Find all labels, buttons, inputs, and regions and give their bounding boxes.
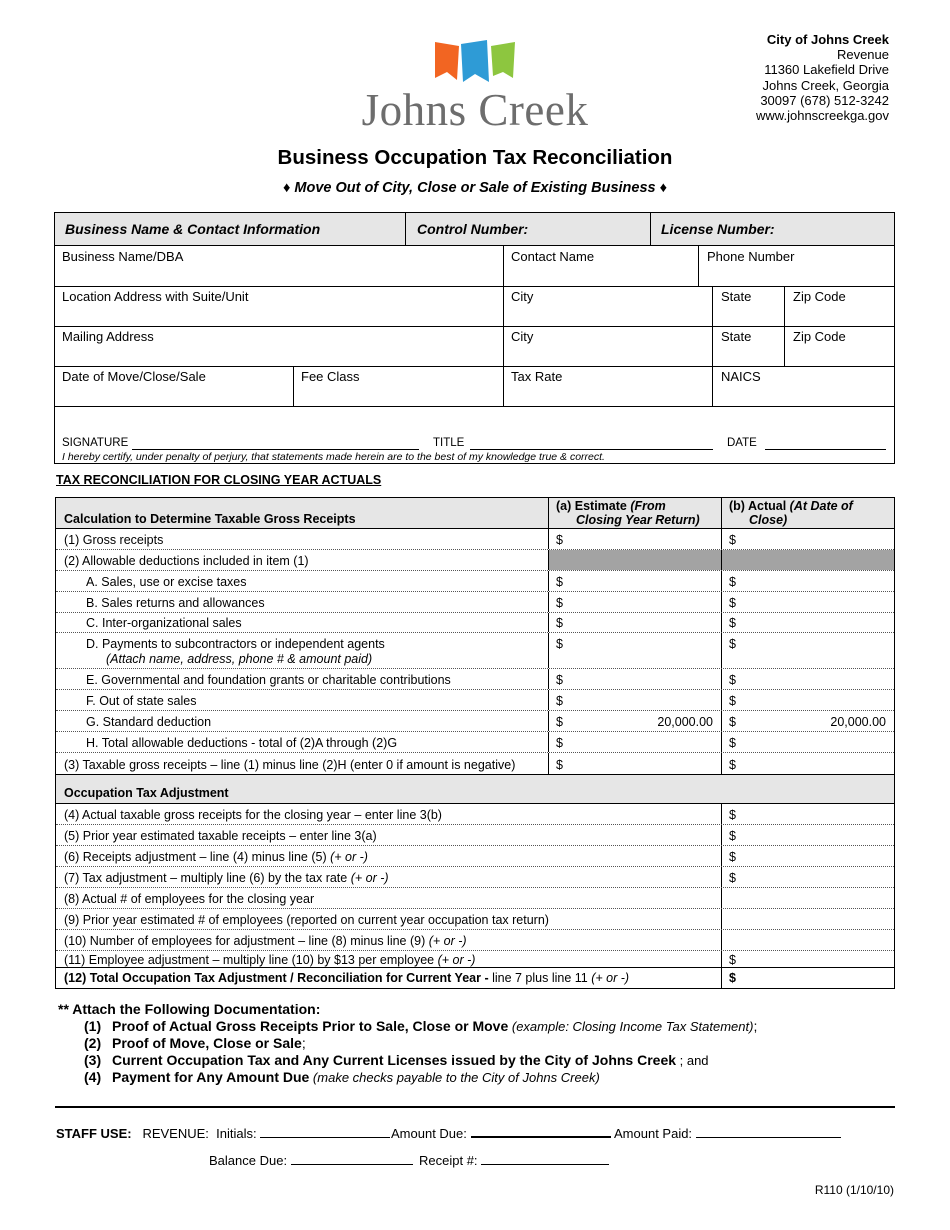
mailing-city-field[interactable]: City (511, 329, 534, 344)
shaded-cell (548, 550, 721, 570)
estimate-input[interactable] (548, 690, 721, 710)
item-note: (make checks payable to the City of Johns Creek) (309, 1070, 600, 1085)
mailing-address-field[interactable]: Mailing Address (62, 329, 154, 344)
amount-due-group (391, 1125, 611, 1141)
row-label-sign: (+ or -) (350, 871, 389, 885)
row-label-text: (10) Number of employees for adjustment – line (8) minus line (9) (64, 934, 429, 948)
receipt-field[interactable] (481, 1152, 609, 1165)
row-label-text: (7) Tax adjustment – multiply line (6) by the tax rate (64, 871, 351, 885)
dollar-sign: $ (556, 758, 563, 772)
fee-class-field[interactable]: Fee Class (301, 369, 360, 384)
table-row (56, 669, 894, 690)
control-number-label: Control Number: (417, 221, 529, 237)
table-row (56, 753, 894, 775)
mailing-zip-field[interactable]: Zip Code (793, 329, 846, 344)
item-number: (2) (84, 1035, 102, 1051)
actual-input[interactable] (721, 867, 894, 887)
actual-input[interactable] (721, 529, 894, 549)
receipt-group (419, 1152, 609, 1168)
dollar-sign: $ (556, 694, 563, 708)
table-row (56, 909, 894, 930)
signature-line[interactable] (132, 449, 419, 450)
table-row (56, 613, 894, 633)
actual-input[interactable] (721, 930, 894, 950)
estimate-input[interactable] (548, 571, 721, 591)
row-label (64, 953, 475, 967)
row-label: (2) Allowable deductions included in item (1) (64, 554, 309, 568)
row-label: A. Sales, use or excise taxes (86, 575, 247, 589)
actual-input[interactable] (721, 633, 894, 668)
contact-header (55, 213, 894, 246)
dollar-sign: $ (556, 533, 563, 547)
dollar-sign: $ (729, 971, 736, 985)
attachment-list (58, 1001, 757, 1086)
dollar-sign: $ (556, 596, 563, 610)
item-tail: ; and (676, 1053, 709, 1068)
table-row (56, 951, 894, 968)
dollar-sign: $ (729, 694, 736, 708)
list-item (58, 1035, 757, 1052)
location-state-field[interactable]: State (721, 289, 752, 304)
col-b-header (721, 498, 894, 528)
dollar-sign: $ (729, 616, 736, 630)
table-row (56, 529, 894, 550)
dollar-sign: $ (729, 829, 736, 843)
col-b-italic-1: (At Date of (789, 499, 853, 513)
divider (55, 1106, 895, 1108)
row-label: (1) Gross receipts (64, 533, 164, 547)
item-bold: Proof of Actual Gross Receipts Prior to Sale, Close or Move (112, 1018, 509, 1034)
dollar-sign: $ (729, 736, 736, 750)
total-label-plain: line 7 plus line 11 (492, 971, 592, 985)
list-item (58, 1069, 757, 1086)
standard-deduction-actual: 20,000.00 (830, 715, 886, 729)
row-label: (3) Taxable gross receipts – line (1) minus line (2)H (enter 0 if amount is negative) (64, 758, 516, 772)
city-logo (355, 38, 595, 135)
receipt-label: Receipt #: (419, 1153, 478, 1168)
amount-paid-field[interactable] (696, 1125, 841, 1138)
city-address (756, 32, 889, 123)
title-label: TITLE (433, 437, 465, 449)
business-name-field[interactable]: Business Name/DBA (62, 249, 184, 264)
dollar-sign: $ (729, 533, 736, 547)
col-b-italic-2: Close) (749, 513, 788, 527)
total-label-sign: (+ or -) (591, 971, 630, 985)
attachment-heading: ** Attach the Following Documentation: (58, 1001, 321, 1017)
col-a-italic-2: Closing Year Return) (576, 513, 700, 527)
form-number: R110 (1/10/10) (814, 1183, 894, 1197)
total-row (56, 968, 894, 988)
item-bold: Current Occupation Tax and Any Current Licenses issued by the City of Johns Creek (112, 1052, 677, 1068)
actual-input[interactable] (721, 909, 894, 929)
table-row (56, 930, 894, 951)
row-label (64, 871, 389, 885)
actual-input[interactable] (721, 825, 894, 845)
street: 11360 Lakefield Drive (764, 62, 889, 78)
amount-paid-group (614, 1125, 841, 1141)
dollar-sign: $ (729, 637, 736, 651)
table-row (56, 888, 894, 909)
row-label: B. Sales returns and allowances (86, 596, 265, 610)
tax-rate-field[interactable]: Tax Rate (511, 369, 563, 384)
location-zip-field[interactable]: Zip Code (793, 289, 846, 304)
item-tail: ; (753, 1018, 758, 1034)
initials-label: Initials: (216, 1126, 257, 1141)
dollar-sign: $ (729, 953, 736, 967)
dollar-sign: $ (729, 673, 736, 687)
table-row (56, 711, 894, 732)
item-number: (3) (84, 1052, 102, 1068)
actual-input[interactable] (721, 669, 894, 689)
dollar-sign: $ (556, 736, 563, 750)
item-note: (example: Closing Income Tax Statement) (508, 1019, 754, 1034)
balance-due-group (209, 1152, 413, 1168)
total-label (64, 971, 629, 985)
item-bold: Payment for Any Amount Due (112, 1069, 310, 1085)
location-city-field[interactable]: City (511, 289, 534, 304)
logo-flags-icon (355, 38, 595, 88)
table-row (56, 804, 894, 825)
table-row (56, 825, 894, 846)
col-desc-header: Calculation to Determine Taxable Gross Receipts (64, 512, 356, 526)
recon-table (55, 497, 895, 989)
row-label (86, 637, 385, 667)
actual-input[interactable] (721, 753, 894, 774)
website-link[interactable]: www.johnscreekga.gov (756, 108, 889, 124)
row-label: (4) Actual taxable gross receipts for the closing year – enter line 3(b) (64, 808, 442, 822)
dollar-sign: $ (556, 637, 563, 651)
naics-field[interactable]: NAICS (721, 369, 761, 384)
actual-input[interactable] (721, 613, 894, 632)
actual-input[interactable] (721, 888, 894, 908)
estimate-input[interactable] (548, 633, 721, 668)
estimate-input[interactable] (548, 732, 721, 752)
actual-input[interactable] (721, 732, 894, 752)
balance-due-label: Balance Due: (209, 1153, 288, 1168)
row-label: G. Standard deduction (86, 715, 212, 729)
contact-info-box (54, 212, 895, 464)
shaded-cell (721, 550, 894, 570)
dollar-sign: $ (556, 616, 563, 630)
recon-section-title: TAX RECONCILIATION FOR CLOSING YEAR ACTUALS (56, 473, 382, 487)
list-item (58, 1018, 757, 1035)
actual-input[interactable] (721, 951, 894, 967)
location-address-field[interactable]: Location Address with Suite/Unit (62, 289, 249, 304)
item-number: (1) (84, 1018, 102, 1034)
total-input[interactable] (721, 968, 894, 988)
table-row (56, 867, 894, 888)
staff-use-row-1 (56, 1125, 390, 1141)
staff-use-label: STAFF USE: (56, 1126, 132, 1141)
zip-phone: 30097 (678) 512-3242 (760, 92, 889, 108)
table-row (56, 633, 894, 669)
table-row (56, 592, 894, 613)
city-state: Johns Creek, Georgia (762, 77, 889, 93)
table-row (56, 690, 894, 711)
page-subtitle: ♦ Move Out of City, Close or Sale of Existing Business ♦ (282, 180, 668, 196)
org-name: City of Johns Creek (766, 32, 889, 47)
dollar-sign: $ (729, 871, 736, 885)
actual-input[interactable] (721, 804, 894, 824)
row-label-sign: (+ or -) (428, 934, 467, 948)
col-a-italic-1: (From (630, 499, 666, 513)
col-a-plain: (a) Estimate (556, 499, 631, 513)
row-label (64, 934, 467, 948)
item-number: (4) (84, 1069, 102, 1085)
mailing-state-field[interactable]: State (721, 329, 752, 344)
dollar-sign: $ (729, 575, 736, 589)
certify-text: I hereby certify, under penalty of perjury, that statements made herein are to the best of my knowledge true & correct. (62, 451, 605, 463)
row-label-text: (6) Receipts adjustment – line (4) minus line (5) (64, 850, 331, 864)
row-label-main: D. Payments to subcontractors or independent agents (86, 637, 385, 651)
list-item (58, 1052, 757, 1069)
item-bold: Proof of Move, Close or Sale (112, 1035, 302, 1051)
page-title: Business Occupation Tax Reconciliation (277, 146, 673, 169)
dollar-sign: $ (729, 758, 736, 772)
row-label-text: (11) Employee adjustment – multiply line (10) by $13 per employee (64, 953, 438, 967)
total-label-bold: (12) Total Occupation Tax Adjustment / Reconciliation for Current Year - (64, 971, 493, 985)
row-label: (8) Actual # of employees for the closing year (64, 892, 315, 906)
date-move-field[interactable]: Date of Move/Close/Sale (62, 369, 206, 384)
dollar-sign: $ (729, 715, 736, 729)
logo-text: Johns Creek (361, 85, 589, 135)
license-number-label: License Number: (661, 221, 775, 237)
col-b-plain: (b) Actual (729, 499, 790, 513)
actual-input[interactable] (721, 690, 894, 710)
contact-header-label: Business Name & Contact Information (65, 221, 321, 237)
recon-header-row (56, 498, 894, 529)
contact-name-field[interactable]: Contact Name (511, 249, 595, 264)
row-label: E. Governmental and foundation grants or charitable contributions (86, 673, 451, 687)
dollar-sign: $ (729, 596, 736, 610)
amount-due-label: Amount Due: (391, 1126, 467, 1141)
dollar-sign: $ (556, 673, 563, 687)
row-label-sign: (+ or -) (437, 953, 476, 967)
estimate-input[interactable] (548, 529, 721, 549)
title-line[interactable] (470, 449, 713, 450)
department: Revenue (836, 47, 889, 63)
table-row (56, 846, 894, 867)
initials-field[interactable] (260, 1125, 390, 1138)
actual-input[interactable] (721, 846, 894, 866)
table-row (56, 732, 894, 753)
row-label: F. Out of state sales (86, 694, 197, 708)
estimate-input[interactable] (548, 669, 721, 689)
estimate-input[interactable] (548, 592, 721, 612)
row-label: (5) Prior year estimated taxable receipts – enter line 3(a) (64, 829, 377, 843)
dollar-sign: $ (556, 575, 563, 589)
adjustment-header: Occupation Tax Adjustment (64, 786, 229, 800)
date-line[interactable] (765, 449, 886, 450)
actual-input[interactable] (721, 711, 894, 731)
estimate-input[interactable] (548, 613, 721, 632)
standard-deduction-estimate: 20,000.00 (657, 715, 713, 729)
estimate-input[interactable] (548, 753, 721, 774)
col-a-header (548, 498, 721, 528)
row-label: (9) Prior year estimated # of employees (reported on current year occupation tax return) (64, 913, 549, 927)
signature-label: SIGNATURE (62, 437, 129, 449)
row-label-note: (Attach name, address, phone # & amount paid) (106, 652, 373, 666)
actual-input[interactable] (721, 571, 894, 591)
adjustment-header-row (56, 775, 894, 804)
table-row (56, 571, 894, 592)
amount-paid-label: Amount Paid: (614, 1126, 693, 1141)
phone-field[interactable]: Phone Number (707, 249, 795, 264)
actual-input[interactable] (721, 592, 894, 612)
row-label: H. Total allowable deductions - total of (2)A through (2)G (86, 736, 398, 750)
row-label (64, 850, 368, 864)
row-label-sign: (+ or -) (330, 850, 368, 864)
row-label: C. Inter-organizational sales (86, 616, 242, 630)
dollar-sign: $ (729, 808, 736, 822)
estimate-input[interactable] (548, 711, 721, 731)
dollar-sign: $ (556, 715, 563, 729)
item-tail: ; (301, 1035, 306, 1051)
amount-due-field[interactable] (471, 1125, 611, 1138)
table-row (56, 550, 894, 571)
revenue-label: REVENUE: (142, 1126, 209, 1141)
dollar-sign: $ (729, 850, 736, 864)
date-label: DATE (727, 437, 757, 449)
balance-due-field[interactable] (291, 1152, 413, 1165)
